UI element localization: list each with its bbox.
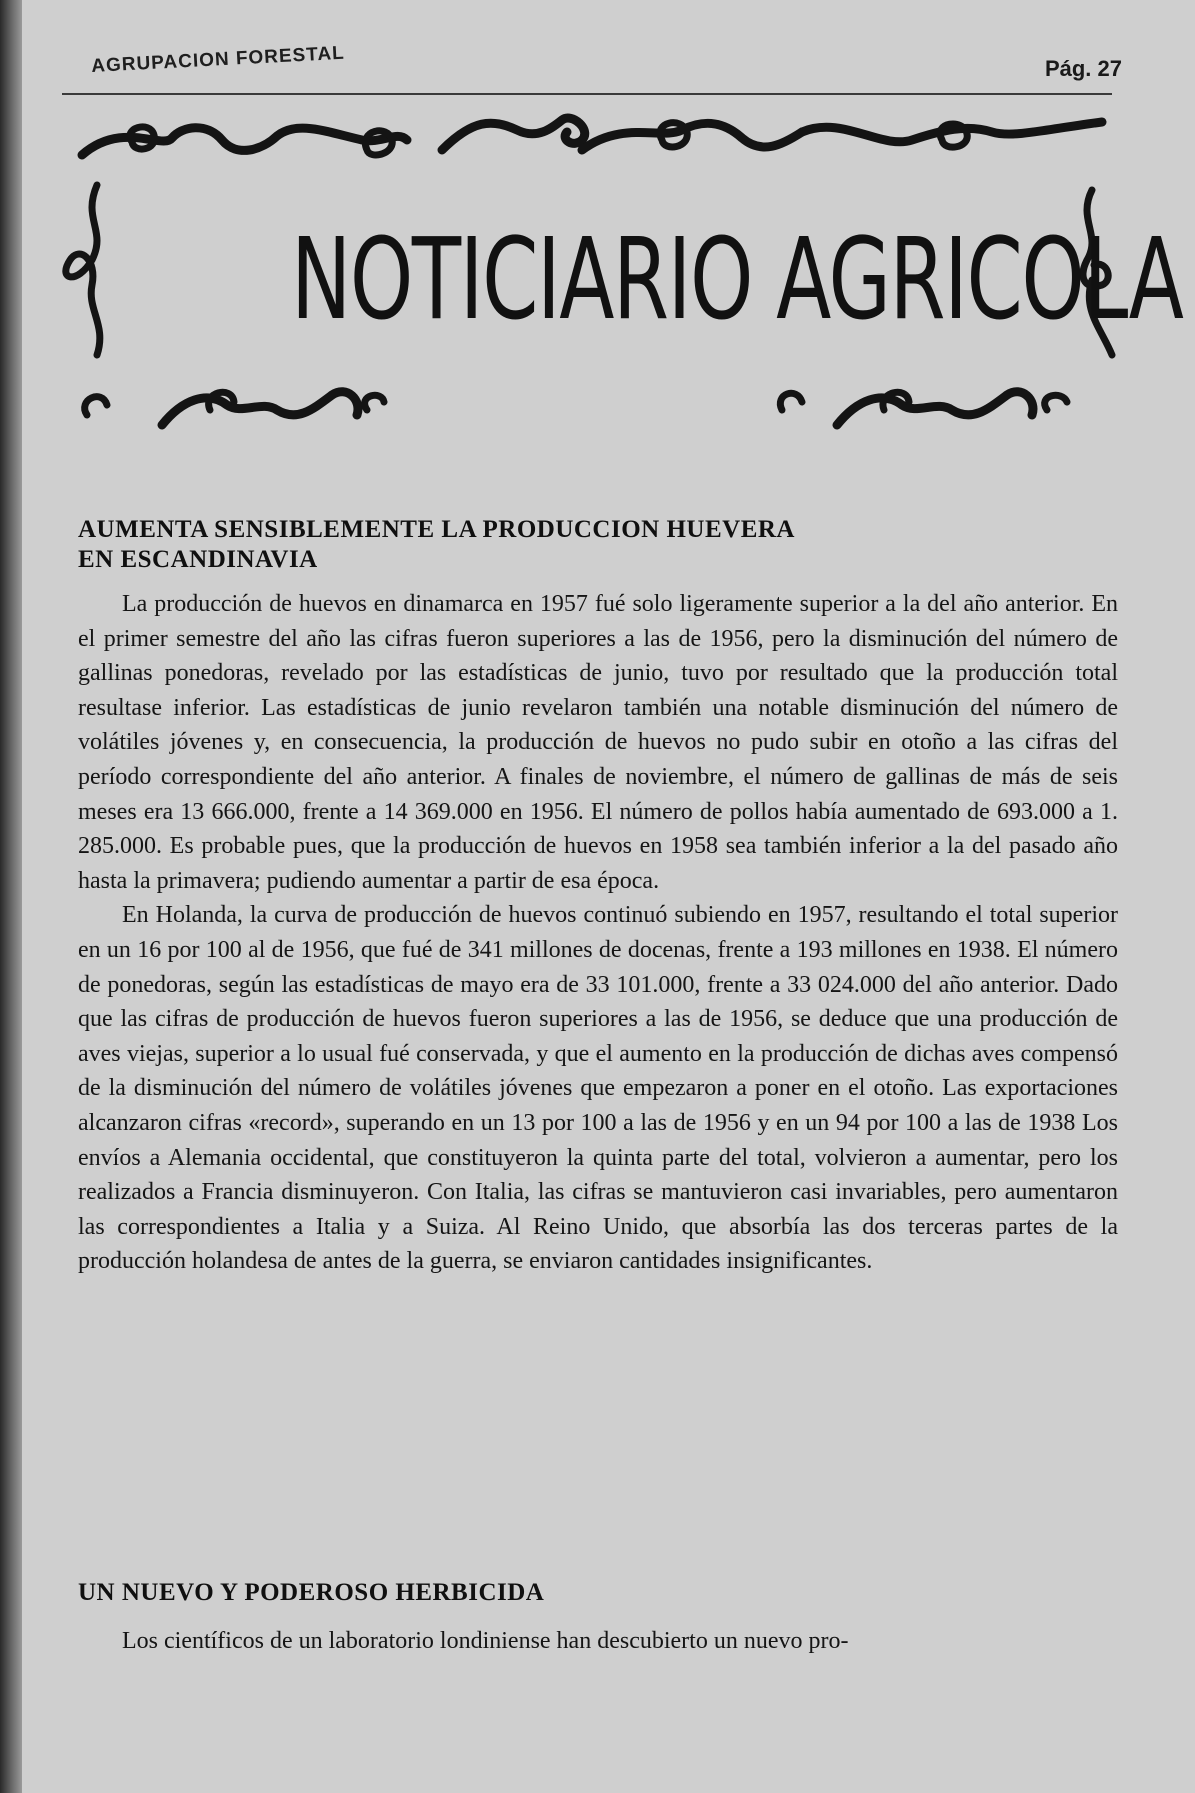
top-flourish-mid-2 [582, 123, 802, 150]
bottom-flourish-left-mark [85, 397, 107, 415]
article-herbicide [78, 1578, 1118, 1659]
bottom-flourish-left-tail [365, 395, 384, 410]
left-bracket [66, 185, 100, 355]
article-paragraph: Los científicos de un laboratorio londiniense han descubierto un nuevo pro- [122, 1628, 849, 1654]
bottom-flourish-left [162, 392, 358, 425]
page-number: Pág. 27 [1044, 56, 1122, 81]
top-flourish-mid [442, 118, 585, 150]
bottom-flourish-right-mark [780, 393, 802, 410]
article-heading: UN NUEVO Y PODEROSO HERBICIDA [78, 1579, 545, 1606]
bottom-flourish-right-tail [1045, 395, 1067, 410]
header-rule [62, 93, 1112, 95]
section-title: NOTICIARIO AGRICOLA [291, 215, 1183, 345]
article-heading-continued: EN ESCANDINAVIA [78, 546, 318, 573]
article-paragraph: En Holanda, la curva de producción de huevos continuó subiendo en 1957, resultando el total superior en un 16 por 100 al de 1956, que fué de 341 millones de docenas, frente a 193 millones en 1938. El número de ponedoras, según las estadísticas de mayo era de 33 101.000, frente a 33 024.000 del año anterior. Dado que las cifras de producción de huevos fueron superiores a las de 1956, se deduce que una producción de aves viejas, superior a lo usual fué conservada, y que el aumento en la producción de dichas aves compensó de la disminución del número de volátiles jóvenes que empezaron a poner en el otoño. Las exportaciones alcanzaron cifras «record», superando en un 13 por 100 a las de 1956 y en un 94 por 100 a las de 1938 Los envíos a Alemania occidental, que constituyeron la quinta parte del total, volvieron a aumentar, pero los realizados a Francia disminuyeron. Con Italia, las cifras se mantuvieron casi invariables, pero aumentaron las correspondientes a Italia y a Suiza. Al Reino Unido, que absorbía las dos terceras partes de la producción holandesa de antes de la guerra, se enviaron cantidades insignificantes. [78, 902, 1118, 1275]
bottom-flourish-right [837, 392, 1033, 425]
journal-name: AGRUPACION FORESTAL [90, 42, 346, 78]
article-egg-production [78, 515, 1118, 1279]
article-heading: AUMENTA SENSIBLEMENTE LA PRODUCCION HUEVERA [78, 516, 795, 543]
book-gutter [0, 0, 22, 1793]
magazine-page [22, 0, 1195, 1793]
running-head [90, 42, 1122, 90]
article-paragraph: La producción de huevos en dinamarca en 1957 fué solo ligeramente superior a la del año anterior. En el primer semestre del año las cifras fueron superiores a las de 1956, pero la disminución del número de gallinas ponedoras, revelado por las estadísticas de junio, tuvo por resultado que la producción total resultase inferior. Las estadísticas de junio revelaron también una notable disminución del número de volátiles jóvenes y, en consecuencia, la producción de huevos no pudo subir en otoño a las cifras del período correspondiente del año anterior. A finales de noviembre, el número de gallinas de más de seis meses era 13 666.000, frente a 14 369.000 en 1956. El número de pollos había aumentado de 693.000 a 1. 285.000. Es probable pues, que la producción de huevos en 1958 sea también inferior a la del pasado año hasta la primavera; pudiendo aumentar a partir de esa época. [78, 591, 1118, 894]
